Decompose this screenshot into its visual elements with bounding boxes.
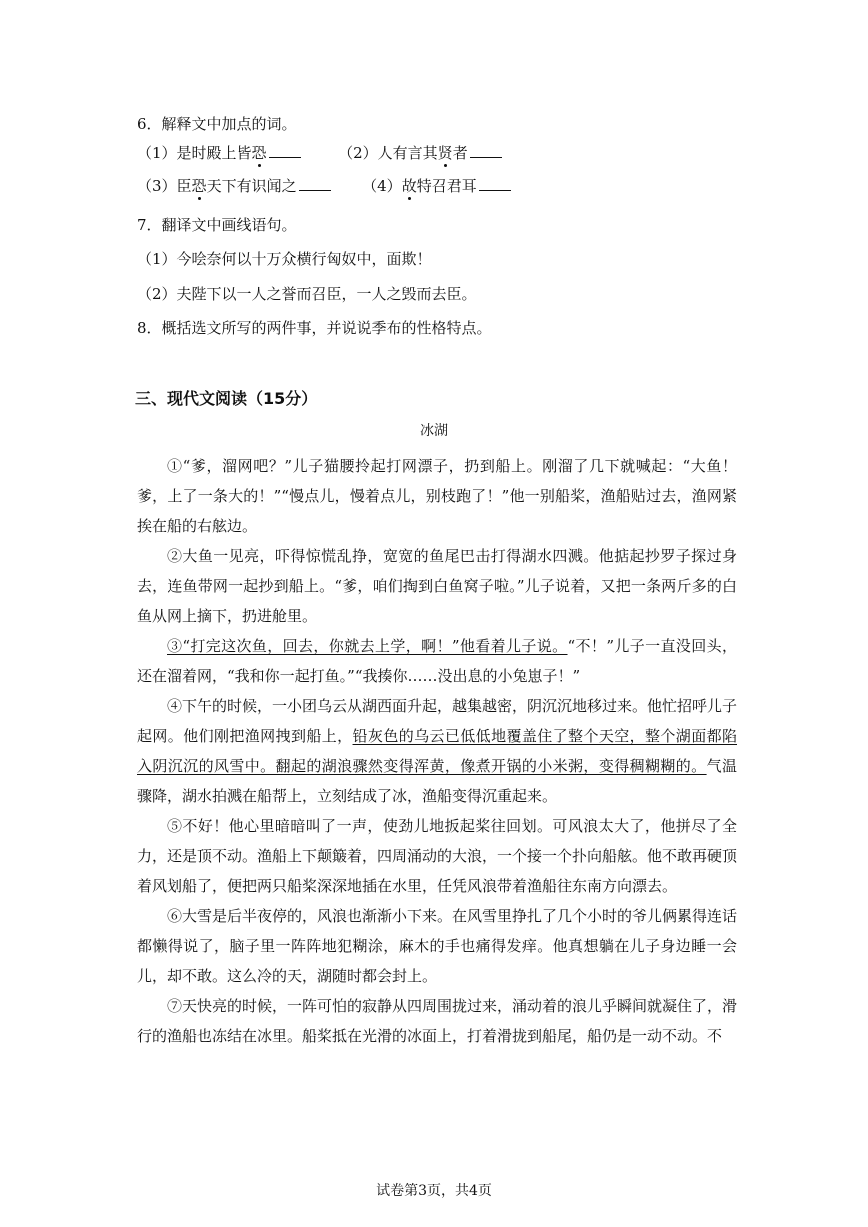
section-heading: 三、现代文阅读（15分） [135, 389, 318, 408]
q6-item-2 [338, 144, 502, 162]
q6-item-3-dotted-word: 恐 [191, 177, 207, 195]
q6-item-2-dotted-word: 贤 [437, 144, 453, 162]
paragraph-5: ⑤不好！他心里暗暗叫了一声，使劲儿地扳起桨往回划。可风浪太大了，他拼尽了全力，还是顶不动。渔船上下颠簸着，四周涌动的大浪，一个接一个扑向船舷。他不敢再硬顶着风划船了，便把两只船桨深深地插在水里，任凭风浪带着渔船往东南方向漂去。 [137, 817, 738, 895]
q6-item-4-text: （4） [362, 177, 402, 195]
q6-item-3 [137, 177, 331, 195]
answer-blank[interactable] [470, 143, 502, 158]
answer-blank[interactable] [299, 176, 331, 191]
q6-item-4 [362, 177, 511, 195]
paragraph-2: ②大鱼一见亮，吓得惊慌乱挣，宽宽的鱼尾巴击打得湖水四溅。他掂起抄罗子探过身去，连鱼带网一起抄到船上。“爹，咱们掏到白鱼窝子啦。”儿子说着，又把一条两斤多的白鱼从网上摘下，扔进舱里。 [137, 547, 737, 625]
answer-blank[interactable] [479, 176, 511, 191]
passage-body [137, 451, 737, 1051]
q6-item-1-text: （1）是时殿上皆 [137, 144, 252, 162]
q6-item-3-text: （3）臣 [137, 177, 192, 195]
q7-item-1: （1）今哙奈何以十万众横行匈奴中，面欺！ [137, 250, 432, 268]
q6-item-4-rest: 特召君耳 [416, 177, 477, 195]
q6-item-1 [137, 144, 301, 162]
q6-row-2 [137, 176, 511, 196]
paragraph-4-start: ④下午的时候，一小团乌云从湖西面升起，越集越密，阴沉沉地移过来。他忙招呼儿子起网。他们刚把渔网拽到船上， [137, 697, 738, 745]
q7-item-2: （2）夫陛下以一人之誉而召臣，一人之毁而去臣。 [137, 285, 477, 303]
q6-item-4-dotted-word: 故 [401, 177, 417, 195]
question-6: 6．解释文中加点的词。 [137, 115, 297, 133]
paragraph-1: ①“爹，溜网吧？”儿子猫腰拎起打网漂子，扔到船上。刚溜了几下就喊起：“大鱼！爹，上了一条大的！”“慢点儿，慢着点儿，别枝跑了！”他一别船桨，渔船贴过去，渔网紧挨在船的右舷边。 [137, 457, 737, 535]
question-7: 7．翻译文中画线语句。 [137, 216, 297, 234]
underlined-sentence: ③“打完这次鱼，回去，你就去上学，啊！”他看着儿子说。 [167, 637, 568, 655]
page-footer: 试卷第3页，共4页 [376, 1183, 492, 1199]
paragraph-7: ⑦天快亮的时候，一阵可怕的寂静从四周围拢过来，涌动着的浪儿乎瞬间就凝住了，滑行的渔船也冻结在冰里。船桨抵在光滑的冰面上，打着滑拢到船尾，船仍是一动不动。不 [137, 997, 738, 1045]
q6-row-1 [137, 143, 502, 163]
q6-item-2-text: （2）人有言其 [338, 144, 438, 162]
q6-item-3-rest: 天下有识闻之 [206, 177, 297, 195]
underlined-sentence: 铅灰色的乌云已低低地覆盖住了整个天空，整个湖面都陷入阴沉沉的风雪中。翻起的湖浪骤然变得浑黄，像煮开锅的小米粥，变得稠糊糊的。 [137, 727, 737, 775]
paragraph-4-end: 气温骤降，湖水拍溅在船帮上，立刻结成了冰，渔船变得沉重起来。 [137, 757, 737, 805]
q6-item-2-rest: 者 [452, 144, 468, 162]
paragraph-4 [137, 691, 737, 811]
answer-blank[interactable] [269, 143, 301, 158]
q6-item-1-dotted-word: 恐 [251, 144, 267, 162]
passage-title: 冰湖 [420, 423, 448, 439]
question-8: 8．概括选文所写的两件事，并说说季布的性格特点。 [137, 319, 492, 337]
paragraph-6: ⑥大雪是后半夜停的，风浪也渐渐小下来。在风雪里挣扎了几个小时的爷儿俩累得连话都懒得说了，脑子里一阵阵地犯糊涂，麻木的手也痛得发痒。他真想躺在儿子身边睡一会儿，却不敢。这么冷的天，湖随时都会封上。 [137, 907, 738, 985]
paragraph-3 [137, 631, 737, 691]
paragraph-3-rest: “不！”儿子一直没回头，还在溜着网，“我和你一起打鱼。”“我揍你……没出息的小兔崽子！” [137, 637, 737, 685]
